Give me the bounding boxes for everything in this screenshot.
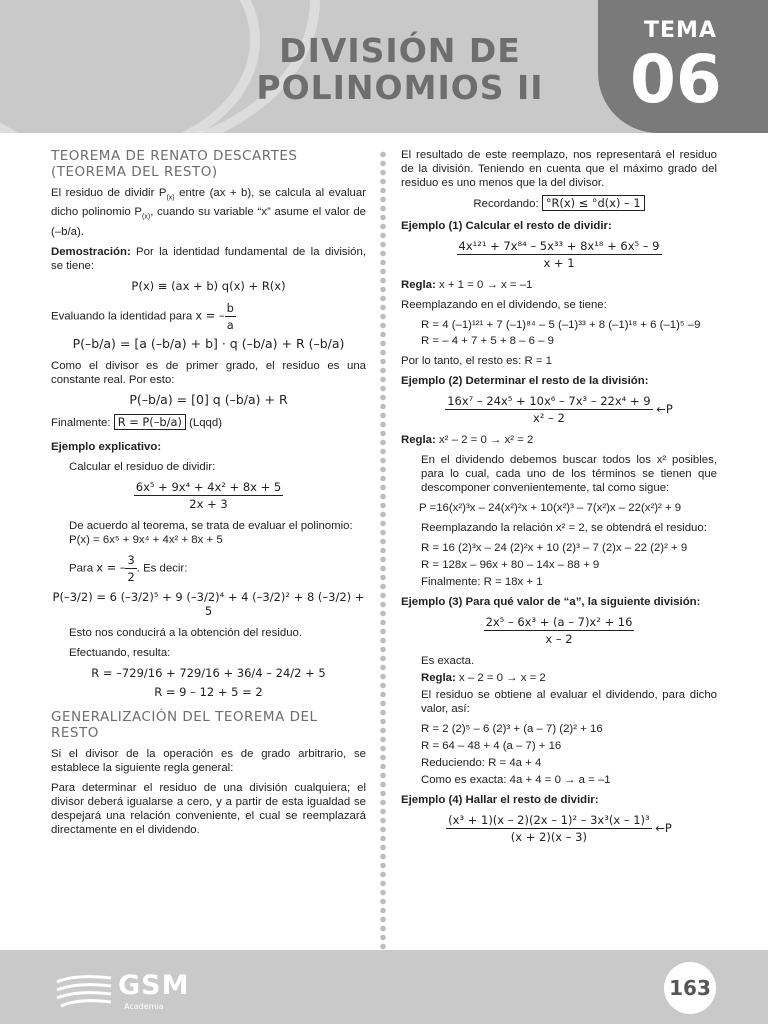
tema-number: 06 [630,41,722,118]
num: 4x¹²¹ + 7x⁸⁴ – 5x³³ + 8x¹⁸ + 6x⁵ – 9 [458,239,660,253]
fraction [484,615,635,646]
num: 2x⁵ – 6x³ + (a – 7)x² + 16 [485,615,633,629]
right-column [401,148,717,852]
example-text: De acuerdo al teorema, se trata de evaluar el polinomio: [69,519,353,532]
example-label: Ejemplo explicativo: [51,440,162,453]
fraction [445,394,652,425]
den: a [226,317,234,332]
example-text: Esto nos conducirá a la obtención del residuo. [69,626,303,639]
example-1-regla [401,278,717,292]
text: , cuando su variable “x” asume el valor de (–b/a). [51,206,367,238]
example-4-title: Ejemplo (4) Hallar el resto de dividir: [401,794,599,806]
example-2-r3: Finalmente: R = 18x + 1 [421,576,543,588]
den: (x + 2)(x – 3) [510,830,587,844]
fraction [125,553,136,584]
text: Recordando: [473,198,539,210]
result-formula: R = –729/16 + 729/16 + 36/4 – 24/2 + 5 [91,665,326,680]
example-1-r2: R = – 4 + 7 + 5 + 8 – 6 – 9 [421,335,554,347]
arrow-label: ←P [655,821,672,835]
section-heading-descartes [51,148,366,180]
example-2-r1: R = 16 (2)³x – 24 (2)²x + 10 (2)³ – 7 (2)x – 22 (2)² + 9 [421,542,688,554]
fraction [225,301,236,332]
example-1-fraction [401,239,717,270]
example-2-regla [401,433,717,447]
example-3-r1: R = 2 (2)⁵ – 6 (2)³ + (a – 7) (2)² + 16 [421,723,603,735]
example-text: Reemplazando la relación x² = 2, se obtendrá el residuo: [421,522,707,534]
eval-x: x = – [195,308,225,323]
example-3-r4: Como es exacta: 4a + 4 = 0 → a = –1 [421,774,611,786]
text: Evaluando la identidad para [51,310,193,323]
den: 2 [127,569,135,584]
page-title [250,32,550,106]
logo-text: GSM [118,970,190,1001]
example-text: El residuo se obtiene al evaluar el dividendo, para dicho valor, así: [421,689,717,715]
num: b [226,300,234,315]
example-3-title: Ejemplo (3) Para qué valor de “a”, la siguiente división: [401,596,701,608]
final-formula: R = P(–b/a) [114,414,186,430]
example-text: Efectuando, resulta: [69,646,171,659]
num: 6x⁵ + 9x⁴ + 4x² + 8x + 5 [135,479,282,494]
example-1-title: Ejemplo (1) Calcular el resto de dividir: [401,220,612,232]
fraction [446,813,651,844]
heading-line: TEOREMA DE RENATO DESCARTES [51,148,298,164]
fraction [457,239,662,270]
para-line: Para x = – $\frac{3}{2}$ . Es decir: [69,552,188,584]
intro-paragraph [51,186,366,239]
text: Para [69,562,94,575]
den: x + 1 [543,256,575,270]
demo-paragraph [51,245,366,273]
heading-line: RESTO [51,724,99,741]
const-paragraph: Como el divisor es de primer grado, el residuo es una constante real. Por esto: [51,359,366,386]
result-formula: R = 9 – 12 + 5 = 2 [154,684,263,699]
example-1-r1: R = 4 (–1)¹²¹ + 7 (–1)⁸⁴ – 5 (–1)³³ + 8 (–1)¹⁸ + 6 (–1)⁵ –9 [421,319,701,331]
den: 2x + 3 [189,496,228,511]
general-paragraph: Si el divisor de la operación es de grado arbitrario, se establece la siguiente regla general: [51,747,366,774]
den: x – 2 [545,632,573,646]
left-column [51,148,366,843]
recordando-line [401,196,717,211]
example-text: Reemplazando en el dividendo, se tiene: [401,299,607,311]
example-3-regla [401,671,717,685]
example-fraction [51,480,366,511]
subscript: (x) [166,194,175,202]
x-value: x = – [96,560,126,575]
num: 16x⁷ – 24x⁵ + 10x⁶ – 7x³ – 22x⁴ + 9 [447,394,651,408]
example-1-conclusion: Por lo tanto, el resto es: R = 1 [401,355,553,367]
example-eval-formula: P(–3/2) = 6 (–3/2)⁵ + 9 (–3/2)⁴ + 4 (–3/2)² + 8 (–3/2) + 5 [52,589,365,618]
final-line [51,415,366,430]
decorative-swirl [0,0,260,133]
subscript: (x) [142,213,151,221]
example-polynomial: P(x) = 6x⁵ + 9x⁴ + 4x² + 8x + 5 [69,533,223,546]
logo-subtitle: Academia [124,1002,164,1011]
example-text: Es exacta. [421,655,475,667]
text: El residuo de dividir P [51,187,167,199]
regla-label: Regla: [401,279,436,291]
num: (x³ + 1)(x – 2)(2x – 1)² – 3x³(x – 1)³ [448,813,650,827]
text: entre (ax + b), se calcula al evaluar dicho polinomio P [51,187,366,219]
text: Por la identidad fundamental de la división, se tiene: [51,245,366,272]
demo-label: Demostración: [51,245,131,258]
heading-line: GENERALIZACIÓN DEL TEOREMA DEL [51,708,318,725]
text: x + 1 = 0 → x = –1 [435,279,533,291]
text: x – 2 = 0 → x = 2 [455,672,546,684]
regla-label: Regla: [401,434,436,446]
eval-formula: P(–b/a) = [a (–b/a) + b] · q (–b/a) + R (–b/a) [72,335,345,351]
example-4-fraction [401,813,717,844]
identity-formula: P(x) ≡ (ax + b) q(x) + R(x) [131,278,286,293]
example-3-r2: R = 64 – 48 + 4 (a – 7) + 16 [421,740,562,752]
example-text: En el dividendo debemos buscar todos los x² posibles, para lo cual, cada uno de los términos se tienen que descomponer convenientemente, tal como sigue: [421,454,717,494]
example-2-title: Ejemplo (2) Determinar el resto de la división: [401,375,649,387]
tema-label: TEMA [644,18,717,43]
recordando-formula: °R(x) ≤ °d(x) – 1 [542,195,645,211]
arrow-label: ←P [656,402,673,416]
title-line-2: POLINOMIOS II [256,68,544,107]
heading-line: (TEOREMA DEL RESTO) [51,164,218,180]
column-divider [380,150,386,950]
example-3-r3: Reduciendo: R = 4a + 4 [421,757,542,769]
section-heading-generalizacion [51,709,366,741]
example-2-p: P =16(x²)³x – 24(x²)²x + 10(x²)³ – 7(x²)x – 22(x²)² + 9 [419,502,682,514]
den: x² – 2 [532,411,565,425]
text: Finalmente: [51,416,111,429]
lqqd-tag: (Lqqd) [189,416,222,429]
eval-line [51,301,366,332]
intro-paragraph: El resultado de este reemplazo, nos representará el residuo de la división. Teniendo en cuenta que el máximo grado del residuo es uno menos que la del divisor. [401,149,717,189]
text: Es decir: [143,562,188,575]
regla-label: Regla: [421,672,456,684]
page-number: 163 [669,976,711,1000]
example-2-fraction [401,394,717,425]
fraction [134,480,283,511]
const-formula: P(–b/a) = [0] q (–b/a) + R [129,391,288,407]
general-paragraph: Para determinar el residuo de una división cualquiera; el divisor deberá igualarse a cero, y a partir de esta igualdad se despejará una relación conveniente, el cual se reemplazará directamente en el dividendo. [51,781,366,836]
title-line-1: DIVISIÓN DE [279,31,521,70]
example-2-r2: R = 128x – 96x + 80 – 14x – 88 + 9 [421,559,600,571]
example-task: Calcular el residuo de dividir: [69,460,216,473]
text: x² – 2 = 0 → x² = 2 [435,434,534,446]
num: 3 [127,552,135,567]
example-3-fraction [401,615,717,646]
